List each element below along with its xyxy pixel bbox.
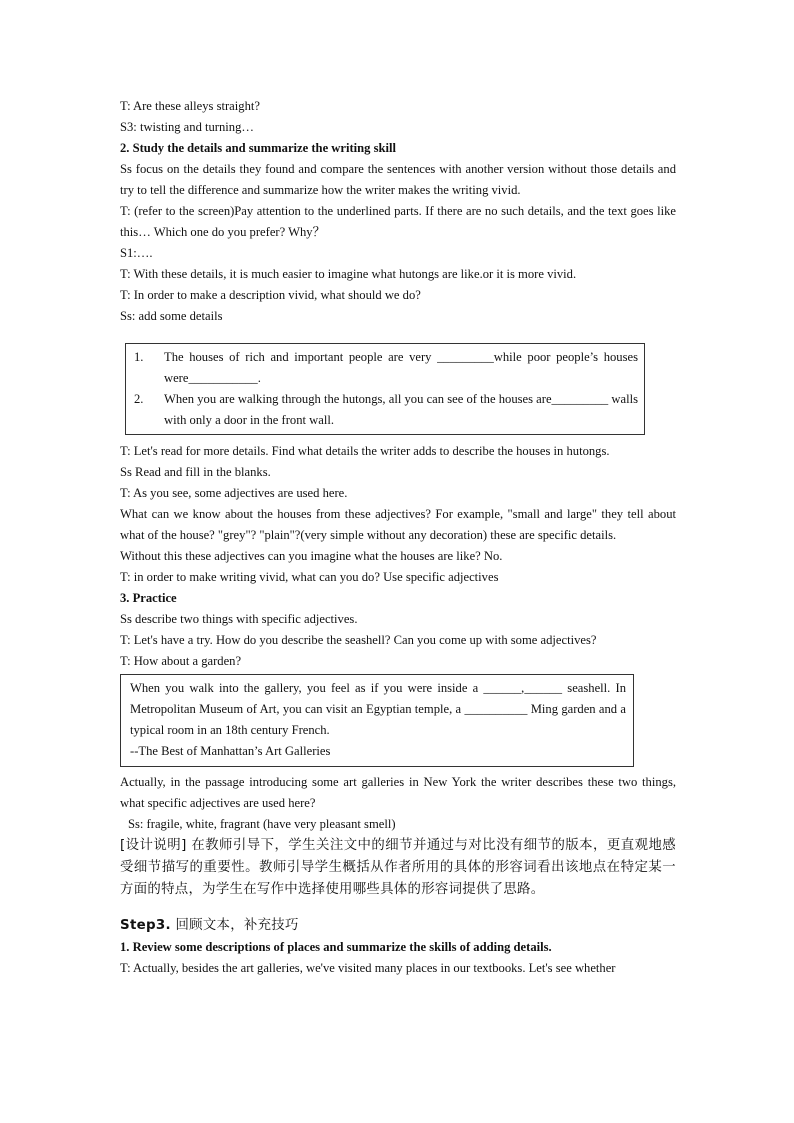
quote-source: --The Best of Manhattan’s Art Galleries (130, 744, 331, 758)
quote-text: When you walk into the gallery, you feel as if you were inside a ______,______ seashell. In Metropolitan Museum of Art, you can visit an Egyptian temple, a __________ Ming garden and a typical room in an 18th century French. (130, 681, 626, 737)
paragraph: Ss: add some details (120, 309, 223, 323)
paragraph: Ss Read and fill in the blanks. (120, 465, 271, 479)
quote-box (120, 674, 634, 767)
paragraph: T: As you see, some adjectives are used here. (120, 486, 348, 500)
document-page (120, 96, 676, 979)
paragraph: T: (refer to the screen)Pay attention to the underlined parts. If there are no such details, and the text goes like this… Which one do you prefer? Why？ (120, 204, 676, 239)
student-answer: S3: twisting and turning… (120, 120, 254, 134)
list-item (134, 389, 638, 431)
step-label: Step3. (120, 918, 171, 933)
design-note: [设计说明] 在教师引导下，学生关注文中的细节并通过与对比没有细节的版本，更直观地感受细节描写的重要性。教师引导学生概括从作者所用的具体的形容词看出该地点在特定某一方面的特点，为学生在写作中选择使用哪些具体的形容词提供了思路。 (120, 838, 676, 897)
paragraph: T: Actually, besides the art galleries, we've visited many places in our textbooks. Let's see whether (120, 961, 616, 975)
paragraph: T: Let's have a try. How do you describe the seashell? Can you come up with some adjectives? (120, 633, 597, 647)
paragraph: T: In order to make a description vivid, what should we do? (120, 288, 421, 302)
section-heading-3: 3. Practice (120, 591, 177, 605)
item-text: When you are walking through the hutongs, all you can see of the houses are_________ walls with only a door in the front wall. (164, 392, 638, 427)
paragraph: What can we know about the houses from these adjectives? For example, "small and large" they tell about what of the house? "grey"? "plain"?(very simple without any decoration) these are specific details. (120, 507, 676, 542)
section-heading-review: 1. Review some descriptions of places and summarize the skills of adding details. (120, 940, 552, 954)
step-title: 回顾文本，补充技巧 (170, 918, 299, 933)
list-item (134, 347, 638, 389)
fill-in-blanks-box (125, 343, 645, 435)
item-number: 2. (134, 392, 144, 406)
section-heading-2: 2. Study the details and summarize the writing skill (120, 141, 397, 155)
step-heading (120, 915, 676, 937)
paragraph: T: With these details, it is much easier to imagine what hutongs are like.or it is more vivid. (120, 267, 577, 281)
student-answer: Ss: fragile, white, fragrant (have very pleasant smell) (128, 817, 396, 831)
student-answer: S1:…. (120, 246, 153, 260)
paragraph: Actually, in the passage introducing some art galleries in New York the writer describes these two things, what specific adjectives are used here? (120, 775, 676, 810)
paragraph: T: in order to make writing vivid, what can you do? Use specific adjectives (120, 570, 499, 584)
paragraph: Ss focus on the details they found and compare the sentences with another version without those details and try to tell the difference and summarize how the writer makes the writing vivid. (120, 162, 676, 197)
teacher-question: T: Are these alleys straight? (120, 99, 260, 113)
paragraph: Ss describe two things with specific adjectives. (120, 612, 358, 626)
paragraph: T: Let's read for more details. Find what details the writer adds to describe the houses in hutongs. (120, 444, 610, 458)
paragraph: T: How about a garden? (120, 654, 242, 668)
item-number: 1. (134, 350, 144, 364)
item-text: The houses of rich and important people are very _________while poor people’s houses were___________. (164, 350, 638, 385)
paragraph: Without this these adjectives can you imagine what the houses are like? No. (120, 549, 503, 563)
